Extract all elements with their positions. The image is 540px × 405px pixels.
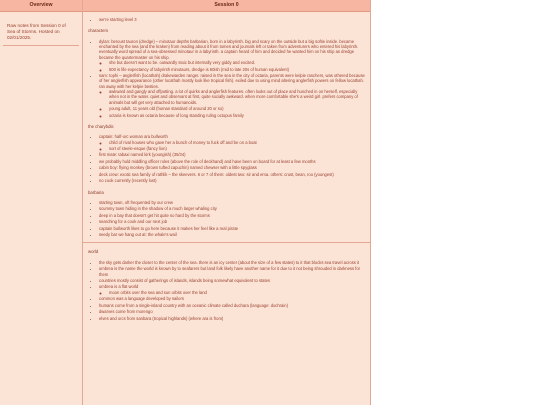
world-list <box>88 260 365 321</box>
session-header: Session 0 <box>83 0 370 12</box>
character-sam <box>99 73 365 118</box>
barbaria-list <box>88 200 365 238</box>
list-item: • searching for a cook and our next job <box>99 219 365 224</box>
section-divider <box>83 242 370 243</box>
overview-column <box>0 0 83 405</box>
list-subitem: ◦ she but doesn't want to be. outwardly stoic but internally very giddy and excited. <box>109 60 365 65</box>
list-item <box>99 284 365 295</box>
blank-area <box>371 0 540 405</box>
list-item: • the sky gets darker the closer to the center of the sea. there is an icy center (about the size of a few states) to it that blocks sea travel across it <box>99 260 365 265</box>
list-item: • captain bullworth likes to go here because it makes her feel like a real pirate <box>99 226 365 231</box>
list-item: • deep in a bay that doesn't get hit quite so hard by the storms <box>99 213 365 218</box>
list-item: • starting town, oft frequented by our crew <box>99 200 365 205</box>
list-item: • common was a language developed by sailors <box>99 296 365 301</box>
list-subitem: ◦ 500 is life expectancy of labyrinth minotaurs, dredge is 60ish (mid to late 20s of human equivalent) <box>109 67 365 72</box>
charybdis-list <box>88 134 365 183</box>
intro-list <box>88 17 365 22</box>
section-heading-characters: characters <box>88 28 109 34</box>
session-content <box>83 12 370 321</box>
list-item: • no cook currently (recently lost) <box>99 178 365 183</box>
list-item-text: captain: half-orc woman ara bullworth <box>99 134 168 140</box>
list-item: • scummy town hiding in the shadow of a much larger whaling city <box>99 206 365 211</box>
list-item: • umbrea is the name the world is known by to seafarers but land folk likely have another name for it due to it not being shrouded in darkness for them <box>99 266 365 277</box>
character-dylan <box>99 39 365 72</box>
intro-item: • we're starting level 3 <box>99 17 365 22</box>
list-subitem: ◦ child of rival houses who gave her a bunch of money to fuck off and be on a boat <box>109 140 365 145</box>
list-item: • elves and orcs from sanbara (tropical highlands) (where ara is from) <box>99 316 365 321</box>
list-subitem: ◦ octaria is known as octaria because of long standing ruling octopus family <box>109 113 365 118</box>
list-item-text: sam: tophi – anglerfish (locathah) drakewarden ranger. raised in the sea in the city of octaria, parents were kelpie ranchers, was othered because of her anglerfish appearance (other locathah mostly look like tropical fish). exiled due to using mind altering anglerfish powers on fellow locathah. ran away with her kelpie besties. <box>99 72 365 89</box>
section-heading-barbaria: barbaria <box>88 189 104 195</box>
section-heading-charybdis: the charybdis <box>88 123 114 129</box>
list-item: • seedy bar we hang out at: the whale's wail <box>99 232 365 237</box>
overview-header: Overview <box>0 0 82 12</box>
list-subitem: ◦ sort of steele-esque (fancy lion) <box>109 146 365 151</box>
list-item: • deck crew: exotic sea family of rathlik – the skeevers. 6 or 7 of them: oldest two: sir and ema. others: crust, bean, roo (youngest) <box>99 172 365 177</box>
list-item: • cabin boy: flying monkey (brown tufted capuchin) named chewser with a little spyglass <box>99 165 365 170</box>
list-item <box>99 134 365 151</box>
list-item: • humans come from a single-island country with an oceanic climate called duchara (language: dochrain) <box>99 303 365 308</box>
session-column <box>83 0 371 405</box>
list-item-text: umbrea is a flat world <box>99 284 139 290</box>
list-item: • we probably hold middling officer roles (above the role of deckhand) and have been on board for at least a few months <box>99 159 365 164</box>
list-item: • first mate: tabaxi named kirk (youngish) (35/34) <box>99 152 365 157</box>
list-subitem: ◦ awkward and gangly and offputting. a lot of quirks and anglerfish features. often looks out of place and hunched in on herself, especially when not in the water. quiet and observant at first, quite socially awkward. when more comfortable she's a weird girl. prefers company of animals but will get very attached to humanoids. <box>109 89 365 105</box>
list-item: • dwarves come from morengo <box>99 309 365 314</box>
list-item: • countries mostly consist of gatherings of islands, islands being somewhat equivalent to states <box>99 278 365 283</box>
list-item-text: dylan: beroust tauron (dredge) – minotaur depths barbarian, born in a labyrinth. big and scary on the outside but a big softie inside. became enchanted by the sea (and the kraken) from reading about it from tomes and journals left or taken from adventurers who entered his labyrinth. eventually word spread of a sea-obsessed minotaur in a labyrinth. a captain heard of him and decided he wanted him on his ship as dredge became the quartermaster on his ship. <box>99 38 359 60</box>
characters-list <box>88 39 365 118</box>
overview-note: Raw notes from Session 0 of Sea of Storms. Hosted on 02/01/2025. <box>3 21 79 46</box>
section-heading-world: world <box>88 249 99 255</box>
list-subitem: ◦ moon orbits over the sea and sun orbits over the land <box>109 290 365 295</box>
list-subitem: ◦ young adult, 11 years old (human standard of around 20 or so) <box>109 106 365 111</box>
